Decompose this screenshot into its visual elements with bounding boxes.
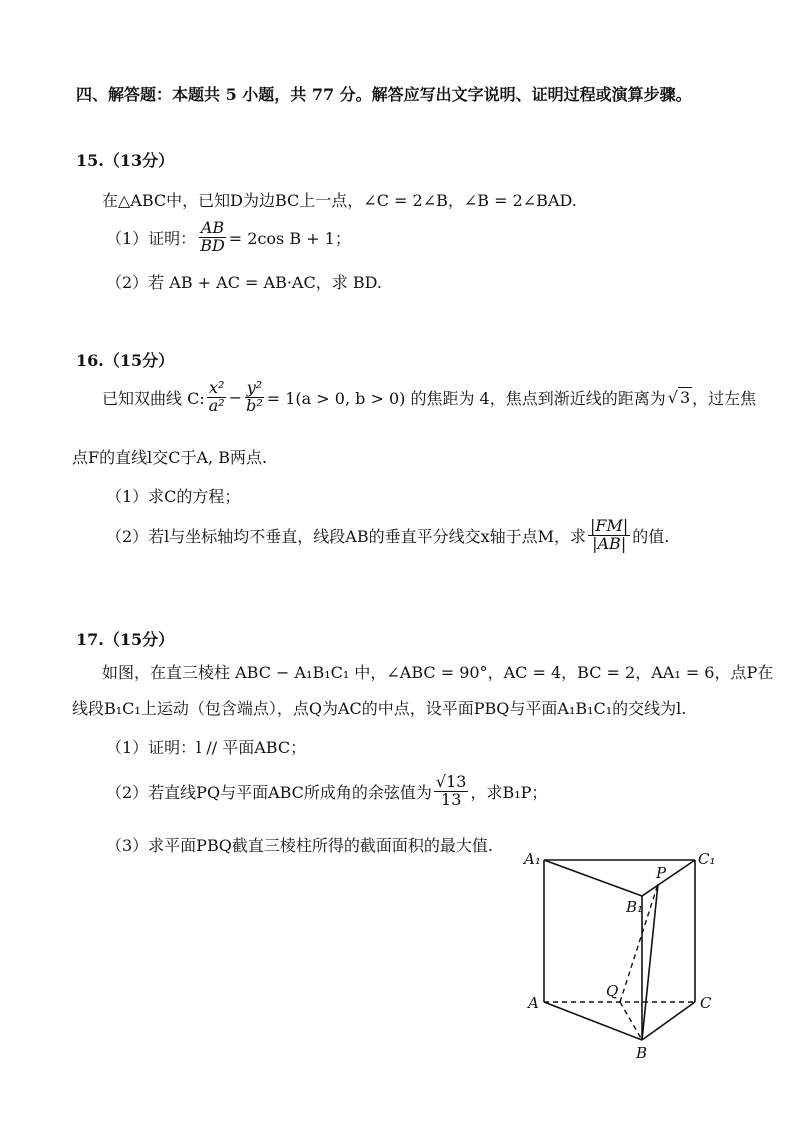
q17-part3: （3）求平面PBQ截直三棱柱所得的截面面积的最大值.: [106, 836, 493, 855]
q17-part2-fraction: [434, 774, 469, 809]
label-B: B: [636, 1044, 648, 1062]
q15-part1-prefix: （1）证明：: [106, 228, 197, 248]
q16-minus: −: [228, 387, 243, 407]
q16-stem-line2: 点F的直线l交C于A, B两点.: [72, 448, 268, 467]
edge-BC: [642, 1002, 695, 1040]
q16-stem-a: 已知双曲线 C:: [102, 388, 205, 408]
q15-stem: 在△ABC中，已知D为边BC上一点，∠C = 2∠B，∠B = 2∠BAD.: [102, 191, 577, 210]
q15-part2: （2）若 AB + AC = AB·AC，求 BD.: [106, 273, 382, 292]
edge-A1B1: [544, 860, 642, 896]
q16-part2: [106, 518, 669, 553]
label-A1: A₁: [524, 850, 541, 868]
q17-part2-num: √13: [435, 772, 467, 791]
q16-y-den: b²: [246, 395, 263, 415]
q15-part1-fraction: [198, 220, 227, 255]
q16-part2-a: （2）若l与坐标轴均不垂直，线段AB的垂直平分线交x轴于点M，求: [106, 526, 587, 546]
q16-part2-num: |FM|: [590, 516, 629, 535]
q15-part1-rhs: = 2cos B + 1；: [228, 228, 351, 248]
q17-part1: （1）证明：l // 平面ABC；: [106, 738, 307, 757]
label-B1: B₁: [626, 898, 644, 916]
q16-sqrt: 3: [679, 388, 691, 408]
label-P: P: [656, 864, 667, 882]
q17-stem-line1: 如图，在直三棱柱 ABC − A₁B₁C₁ 中，∠ABC = 90°，AC = 4，BC = 2，AA₁ = 6，点P在: [102, 663, 774, 682]
segment-QB-hidden: [620, 1002, 642, 1040]
q17-stem-line2: 线段B₁C₁上运动（包含端点），点Q为AC的中点，设平面PBQ与平面A₁B₁C₁的交线为l.: [72, 699, 687, 718]
q16-stem-line1: 已知双曲线 C: $\frac{\text{x²}}{\text{a²}}$ − $\frac{\text{y²}}{\text{b²}}$ = 1(a > 0, b > 0) 的焦距为 4，焦点到渐近线的距离为 √ 3 ，过左焦: [102, 378, 757, 415]
q17-number: 17.（15分）: [76, 630, 175, 649]
q15-frac-den: BD: [200, 235, 225, 255]
q17-part2-den: 13: [441, 789, 462, 809]
q16-part2-den: |AB|: [592, 533, 627, 553]
q17-part2-a: （2）若直线PQ与平面ABC所成角的余弦值为: [106, 782, 432, 802]
q16-number: 16.（15分）: [76, 351, 175, 370]
prism-figure: [520, 840, 750, 1070]
q16-part2-fraction: [588, 518, 630, 553]
q15-number: 15.（13分）: [76, 151, 175, 170]
q16-stem-b: = 1(a > 0, b > 0) 的焦距为 4，焦点到渐近线的距离为: [266, 388, 666, 408]
q16-stem-c: ，过左焦: [692, 388, 757, 408]
label-A: A: [528, 994, 539, 1012]
section-header: 四、解答题：本题共 5 小题，共 77 分。解答应写出文字说明、证明过程或演算步骤。: [76, 85, 692, 104]
q17-part2: [106, 774, 547, 809]
q16-y-fraction: [244, 380, 265, 415]
q16-part1: （1）求C的方程；: [106, 487, 241, 506]
label-Q: Q: [606, 982, 619, 1000]
edge-B1C1: [642, 860, 695, 896]
q17-part2-b: ，求B₁P；: [470, 782, 548, 802]
q16-x-fraction: [207, 380, 227, 415]
edge-AB: [544, 1002, 642, 1040]
q16-y-num: y²: [246, 378, 263, 397]
label-C1: C₁: [698, 850, 716, 868]
q16-part2-b: 的值.: [632, 526, 670, 546]
label-C: C: [700, 994, 712, 1012]
q15-frac-num: AB: [200, 218, 225, 237]
q16-x-den: a²: [208, 395, 225, 415]
q15-part1: [106, 220, 351, 255]
q16-x-num: x²: [208, 378, 225, 397]
